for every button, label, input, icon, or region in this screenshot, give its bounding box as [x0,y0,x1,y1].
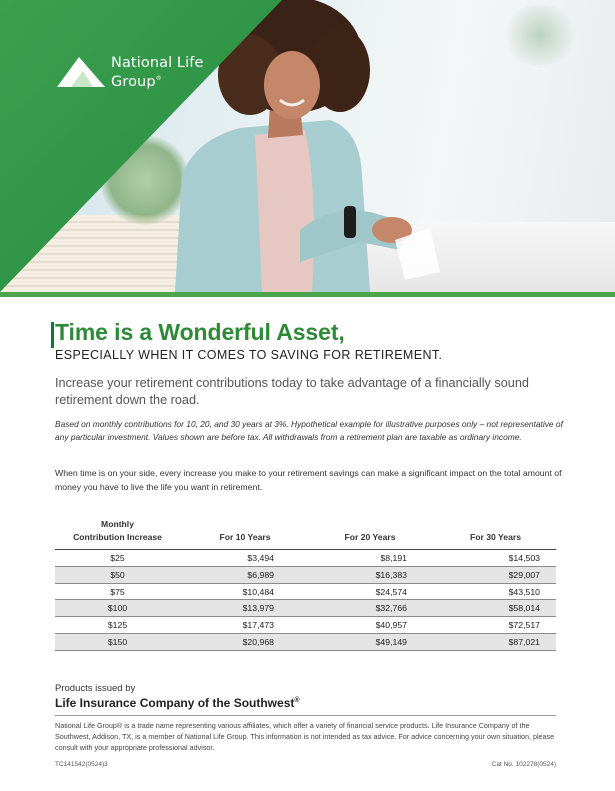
cell-10-years: $20,968 [242,636,274,647]
footer-divider [55,715,556,716]
cell-increase: $25 [110,553,125,563]
cell-10-years: $3,494 [247,553,274,563]
document-code: TC141542(0524)3 [55,761,108,768]
national-life-group-logo [57,55,207,91]
table-row [55,584,556,601]
contribution-table [55,519,556,651]
issuer-name [55,696,300,710]
page-title: Time is a Wonderful Asset, [55,319,345,345]
header-col1-line1: Monthly [101,519,134,529]
cell-10-years: $10,484 [242,586,274,597]
cell-20-years: $24,574 [375,586,407,597]
cell-30-years: $72,517 [508,620,540,631]
header-monthly-contribution [55,518,180,544]
catalog-number: Cat No. 102278(0524) [491,761,556,768]
products-issued-label: Products issued by [55,683,136,694]
header-col1-line2: Contribution Increase [73,532,162,542]
issuer-registered-mark: ® [294,697,300,704]
table-row [55,600,556,617]
table-row [55,550,556,567]
logo-mountain-icon [57,57,105,87]
table-row [55,617,556,634]
page-subtitle: ESPECIALLY WHEN IT COMES TO SAVING FOR RETIREMENT. [55,348,443,362]
hypothetical-disclaimer: Based on monthly contributions for 10, 20, and 30 years at 3%. Hypothetical example for illustrative purposes only – not representative of any particular investment. Values shown are before tax. All withdrawals from a retirement plan are taxable as ordinary income. [55,419,563,442]
cell-20-years: $16,383 [375,569,407,580]
body-paragraph: When time is on your side, every increase you make to your retirement savings can make a significant impact on the total amount of money you have to live the life you want in retirement. [55,468,562,492]
cell-10-years: $17,473 [242,620,274,631]
green-divider-bar [0,292,615,297]
title-accent-bar [51,322,54,348]
cell-30-years: $43,510 [508,586,540,597]
table-row [55,634,556,651]
legal-disclaimer: National Life Group® is a trade name representing various affiliates, which offer a variety of financial service products. Life Insurance Company of the Southwest, Addison, TX, is a member of National Life Group. This information is not intended as tax advice. For advice concerning your own situation, please consult with your appropriate professional advisor. [55,721,555,752]
cell-increase: $100 [107,603,128,614]
header-20-years: For 20 Years [344,532,396,542]
cell-30-years: $58,014 [508,603,540,614]
cell-10-years: $6,989 [247,569,274,580]
cell-20-years: $32,766 [375,603,407,614]
cell-30-years: $29,007 [508,569,540,580]
header-10-years: For 10 Years [219,532,271,542]
cell-increase: $150 [107,636,128,647]
cell-30-years: $87,021 [508,636,540,647]
cell-20-years: $8,191 [380,553,407,563]
table-row [55,567,556,584]
cell-increase: $50 [110,569,125,580]
issuer-name-text: Life Insurance Company of the Southwest [55,696,295,710]
header-30-years: For 30 Years [470,532,521,542]
intro-text: Increase your retirement contributions today to take advantage of a financially sound retirement down the road. [55,376,529,407]
cell-increase: $125 [107,620,128,631]
logo-line1: National Life [111,55,204,71]
cell-10-years: $13,979 [242,603,274,614]
green-diagonal-band [0,0,615,292]
hero-photo [0,0,615,292]
logo-line2: Group [111,73,156,90]
cell-30-years: $14,503 [508,553,540,563]
cell-increase: $75 [110,586,125,597]
cell-20-years: $49,149 [375,636,407,647]
cell-20-years: $40,957 [375,620,407,631]
table-header [55,519,556,550]
logo-registered-mark: ® [155,75,162,82]
